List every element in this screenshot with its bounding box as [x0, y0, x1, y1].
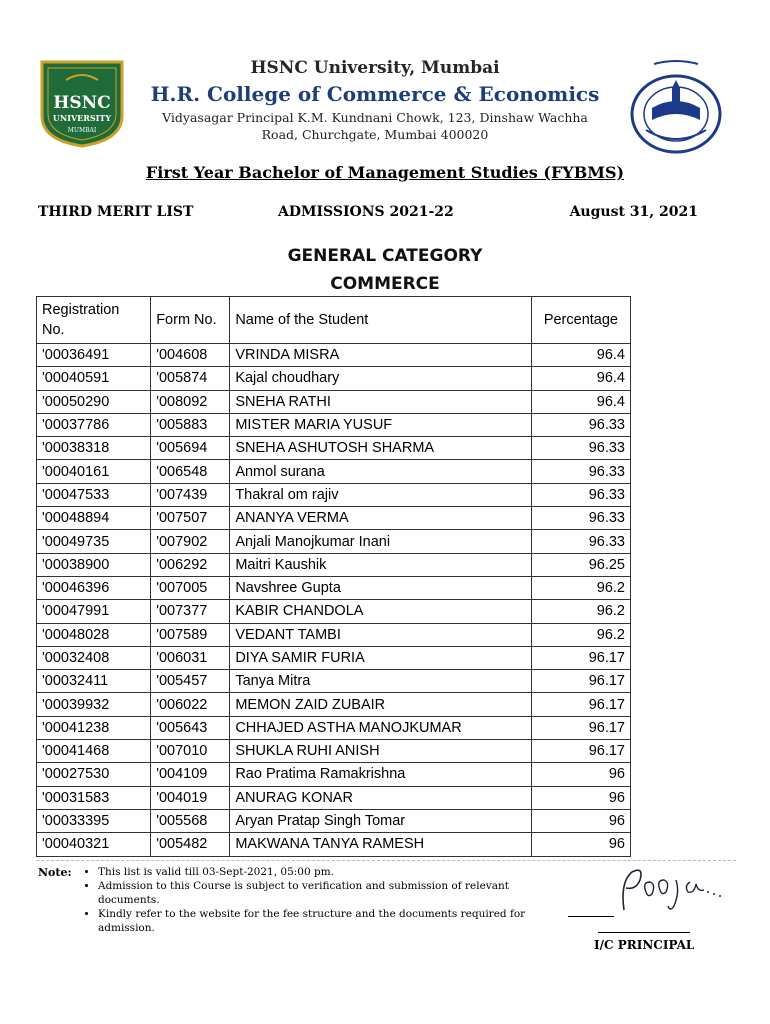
- registration-no-cell: '00040321: [37, 833, 151, 856]
- form-no-cell: '004109: [151, 763, 230, 786]
- table-row: [37, 670, 631, 693]
- form-no-cell: '005568: [151, 809, 230, 832]
- principal-title: I/C PRINCIPAL: [594, 938, 695, 952]
- percentage-cell: 96.4: [531, 367, 630, 390]
- registration-no-cell: '00049735: [37, 530, 151, 553]
- form-no-cell: '005482: [151, 833, 230, 856]
- percentage-cell: 96.2: [531, 600, 630, 623]
- separator-line: [36, 860, 736, 861]
- student-name-cell: Maitri Kaushik: [230, 553, 532, 576]
- percentage-cell: 96.2: [531, 623, 630, 646]
- table-row: [37, 576, 631, 599]
- address-line-1: Vidyasagar Principal K.M. Kundnani Chowk, 123, Dinshaw Wachha: [162, 110, 588, 125]
- student-name-cell: CHHAJED ASTHA MANOJKUMAR: [230, 716, 532, 739]
- form-no-cell: '006031: [151, 646, 230, 669]
- percentage-cell: 96: [531, 833, 630, 856]
- table-row: [37, 786, 631, 809]
- form-no-cell: '004019: [151, 786, 230, 809]
- percentage-cell: 96.33: [531, 413, 630, 436]
- table-row: [37, 623, 631, 646]
- table-row: [37, 646, 631, 669]
- logo-text: MUMBAI: [67, 127, 97, 134]
- form-no-cell: '007439: [151, 483, 230, 506]
- table-row: [37, 716, 631, 739]
- table-row: [37, 530, 631, 553]
- percentage-cell: 96.4: [531, 390, 630, 413]
- registration-no-cell: '00038900: [37, 553, 151, 576]
- form-no-cell: '007377: [151, 600, 230, 623]
- student-name-cell: SNEHA ASHUTOSH SHARMA: [230, 437, 532, 460]
- table-row: [37, 693, 631, 716]
- student-name-cell: MEMON ZAID ZUBAIR: [230, 693, 532, 716]
- percentage-cell: 96.17: [531, 693, 630, 716]
- form-no-cell: '006292: [151, 553, 230, 576]
- form-no-cell: '005457: [151, 670, 230, 693]
- principal-signature: [610, 862, 740, 922]
- registration-no-cell: '00048894: [37, 507, 151, 530]
- student-name-cell: Thakral om rajiv: [230, 483, 532, 506]
- registration-no-cell: '00039932: [37, 693, 151, 716]
- percentage-cell: 96.33: [531, 460, 630, 483]
- note-item: • Admission to this Course is subject to verification and submission of relevant documents.: [98, 879, 558, 907]
- signature-line: [598, 932, 690, 933]
- student-name-cell: SHUKLA RUHI ANISH: [230, 740, 532, 763]
- percentage-cell: 96.17: [531, 716, 630, 739]
- signature-line: [568, 916, 614, 917]
- table-row: [37, 483, 631, 506]
- student-name-cell: Anmol surana: [230, 460, 532, 483]
- category-heading: [200, 242, 570, 298]
- form-no-cell: '007010: [151, 740, 230, 763]
- table-row: [37, 553, 631, 576]
- student-name-cell: Anjali Manojkumar Inani: [230, 530, 532, 553]
- student-name-cell: KABIR CHANDOLA: [230, 600, 532, 623]
- registration-no-cell: '00027530: [37, 763, 151, 786]
- table-row: [37, 367, 631, 390]
- form-no-cell: '005874: [151, 367, 230, 390]
- registration-no-cell: '00040591: [37, 367, 151, 390]
- percentage-cell: 96.33: [531, 507, 630, 530]
- notes-list: [84, 865, 558, 935]
- percentage-cell: 96.33: [531, 530, 630, 553]
- percentage-cell: 96.4: [531, 344, 630, 367]
- hsnc-university-logo: [36, 58, 128, 148]
- registration-no-cell: '00038318: [37, 437, 151, 460]
- percentage-cell: 96.25: [531, 553, 630, 576]
- merit-list-name: THIRD MERIT LIST: [38, 204, 194, 220]
- registration-no-cell: '00032408: [37, 646, 151, 669]
- registration-no-cell: '00047991: [37, 600, 151, 623]
- category-line-1: GENERAL CATEGORY: [287, 246, 483, 266]
- table-body: [37, 344, 631, 857]
- percentage-cell: 96: [531, 809, 630, 832]
- form-no-cell: '007005: [151, 576, 230, 599]
- registration-no-cell: '00041238: [37, 716, 151, 739]
- table-row: [37, 809, 631, 832]
- table-row: [37, 833, 631, 856]
- table-row: [37, 344, 631, 367]
- student-name-cell: Kajal choudhary: [230, 367, 532, 390]
- form-no-cell: '005883: [151, 413, 230, 436]
- form-no-cell: '008092: [151, 390, 230, 413]
- registration-no-cell: '00046396: [37, 576, 151, 599]
- registration-no-cell: '00048028: [37, 623, 151, 646]
- student-name-cell: ANANYA VERMA: [230, 507, 532, 530]
- registration-no-cell: '00032411: [37, 670, 151, 693]
- student-name-cell: Aryan Pratap Singh Tomar: [230, 809, 532, 832]
- table-row: [37, 413, 631, 436]
- form-no-cell: '007589: [151, 623, 230, 646]
- header-percentage: Percentage: [531, 297, 630, 344]
- percentage-cell: 96.17: [531, 646, 630, 669]
- table-row: [37, 763, 631, 786]
- student-name-cell: VRINDA MISRA: [230, 344, 532, 367]
- merit-table: [36, 296, 631, 857]
- note-item: • This list is valid till 03-Sept-2021, 05:00 pm.: [98, 865, 558, 879]
- registration-no-cell: '00031583: [37, 786, 151, 809]
- table-row: [37, 507, 631, 530]
- registration-no-cell: '00050290: [37, 390, 151, 413]
- percentage-cell: 96.17: [531, 670, 630, 693]
- registration-no-cell: '00037786: [37, 413, 151, 436]
- logo-text: UNIVERSITY: [52, 113, 112, 123]
- student-name-cell: Rao Pratima Ramakrishna: [230, 763, 532, 786]
- registration-no-cell: '00033395: [37, 809, 151, 832]
- admissions-year: ADMISSIONS 2021-22: [278, 204, 454, 220]
- hr-college-emblem: [624, 58, 728, 158]
- registration-no-cell: '00047533: [37, 483, 151, 506]
- course-title: First Year Bachelor of Management Studies (FYBMS): [145, 163, 625, 182]
- form-no-cell: '006022: [151, 693, 230, 716]
- student-name-cell: MISTER MARIA YUSUF: [230, 413, 532, 436]
- form-no-cell: '005694: [151, 437, 230, 460]
- form-no-cell: '004608: [151, 344, 230, 367]
- header-student-name: Name of the Student: [230, 297, 532, 344]
- list-date: August 31, 2021: [569, 204, 698, 220]
- registration-no-cell: '00036491: [37, 344, 151, 367]
- percentage-cell: 96: [531, 763, 630, 786]
- percentage-cell: 96.17: [531, 740, 630, 763]
- logo-text: HSNC: [53, 93, 111, 113]
- percentage-cell: 96: [531, 786, 630, 809]
- registration-no-cell: '00040161: [37, 460, 151, 483]
- table-row: [37, 390, 631, 413]
- table-row: [37, 740, 631, 763]
- form-no-cell: '007902: [151, 530, 230, 553]
- form-no-cell: '007507: [151, 507, 230, 530]
- note-item: • Kindly refer to the website for the fee structure and the documents required for admission.: [98, 907, 558, 935]
- student-name-cell: Tanya Mitra: [230, 670, 532, 693]
- registration-no-cell: '00041468: [37, 740, 151, 763]
- category-line-2: COMMERCE: [330, 274, 440, 294]
- percentage-cell: 96.33: [531, 483, 630, 506]
- college-name: H.R. College of Commerce & Economics: [150, 82, 600, 106]
- form-no-cell: '005643: [151, 716, 230, 739]
- header-form-no: Form No.: [151, 297, 230, 344]
- college-address: [150, 109, 600, 143]
- note-label: Note:: [38, 866, 72, 879]
- student-name-cell: DIYA SAMIR FURIA: [230, 646, 532, 669]
- university-name: HSNC University, Mumbai: [250, 58, 500, 78]
- percentage-cell: 96.2: [531, 576, 630, 599]
- table-row: [37, 437, 631, 460]
- student-name-cell: MAKWANA TANYA RAMESH: [230, 833, 532, 856]
- student-name-cell: Navshree Gupta: [230, 576, 532, 599]
- student-name-cell: ANURAG KONAR: [230, 786, 532, 809]
- table-row: [37, 460, 631, 483]
- form-no-cell: '006548: [151, 460, 230, 483]
- header-registration-no: Registration No.: [37, 297, 151, 344]
- table-header-row: [37, 297, 631, 344]
- address-line-2: Road, Churchgate, Mumbai 400020: [261, 127, 489, 142]
- student-name-cell: SNEHA RATHI: [230, 390, 532, 413]
- table-row: [37, 600, 631, 623]
- percentage-cell: 96.33: [531, 437, 630, 460]
- student-name-cell: VEDANT TAMBI: [230, 623, 532, 646]
